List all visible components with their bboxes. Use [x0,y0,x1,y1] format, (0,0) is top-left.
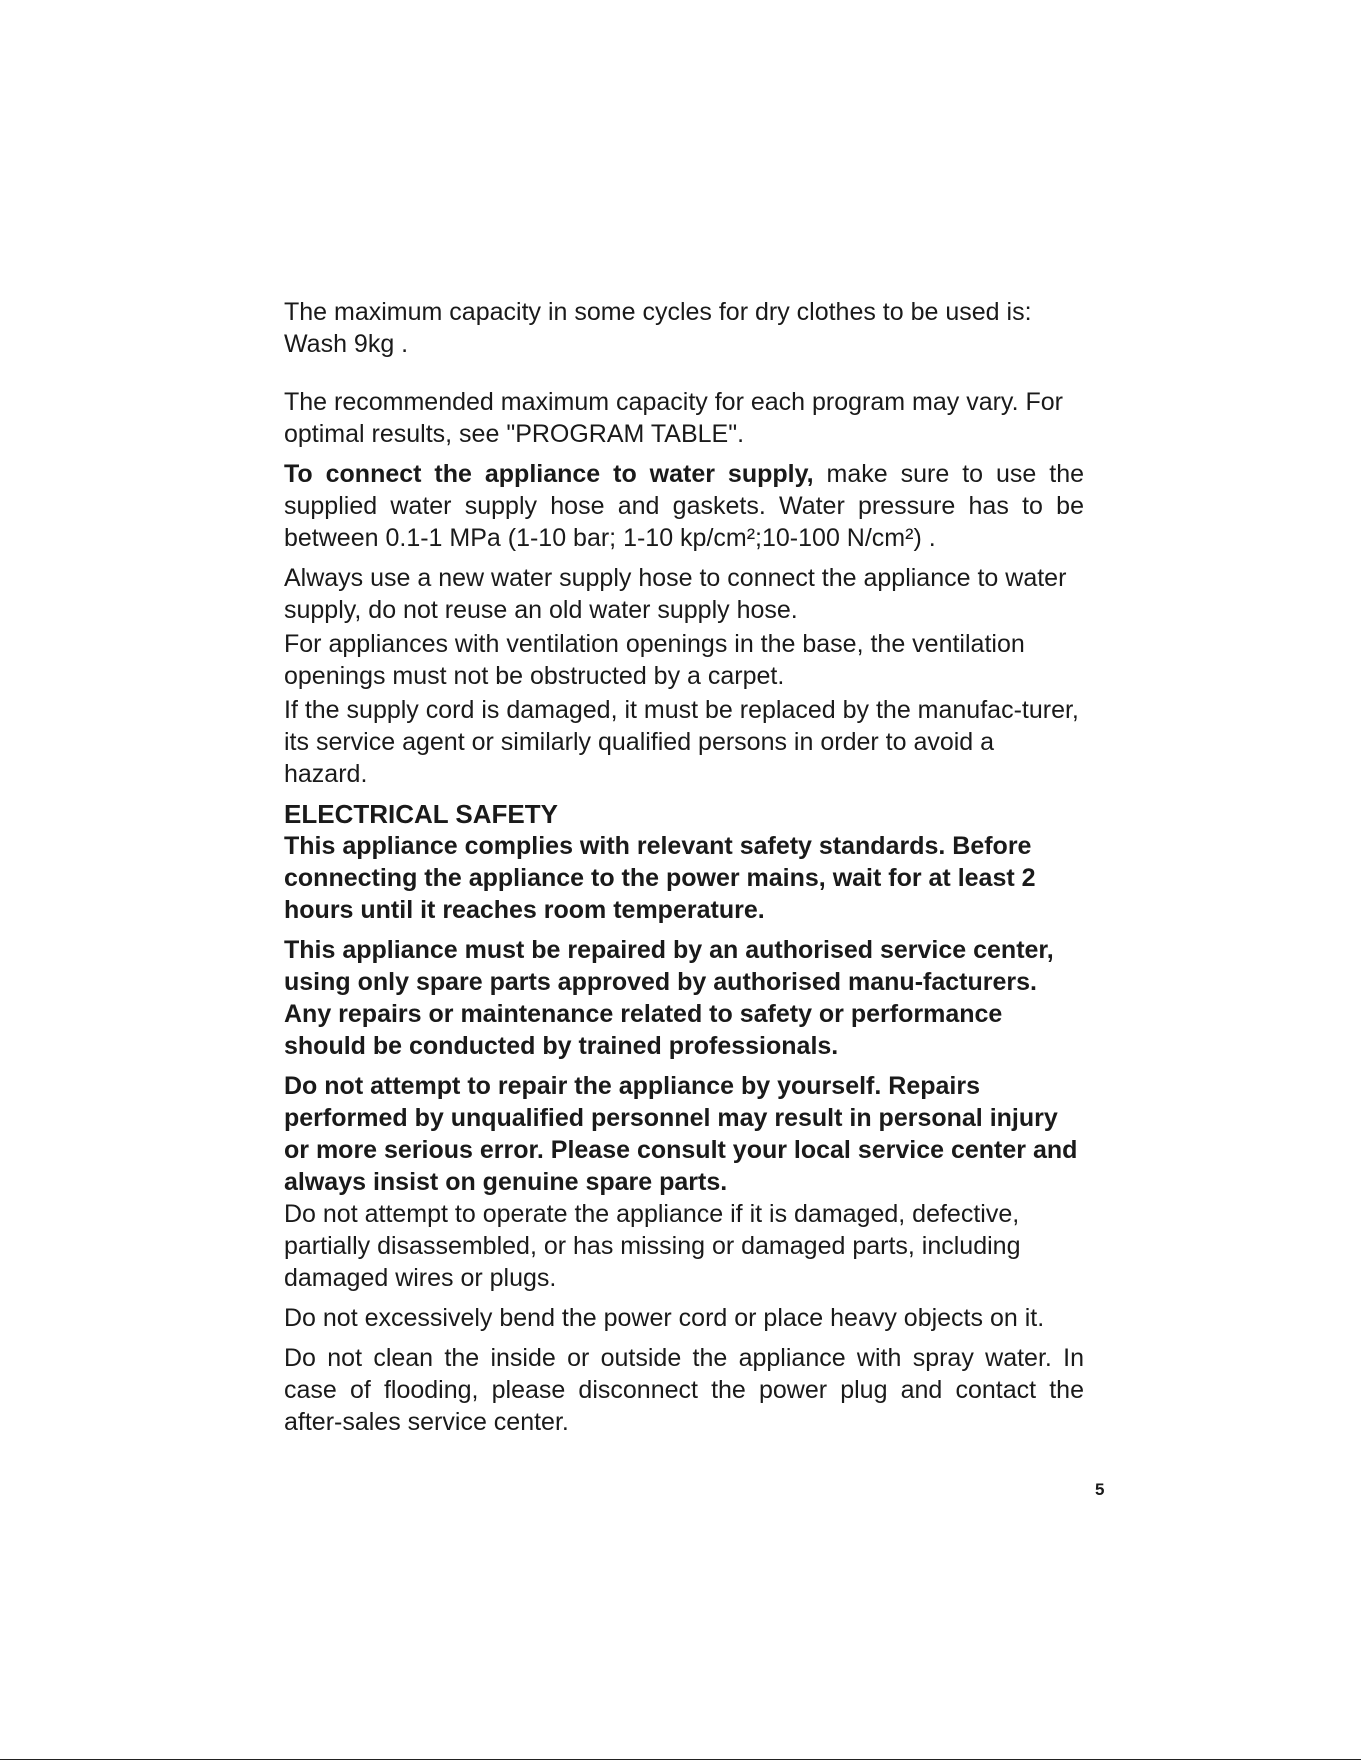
new-hose-paragraph: Always use a new water supply hose to connect the appliance to water supply, do not reuse an old water supply hose. [284,564,1067,624]
power-cord-paragraph: Do not excessively bend the power cord or place heavy objects on it. [284,1304,1045,1332]
damaged-appliance-paragraph: Do not attempt to operate the appliance if it is damaged, defective, partially disassembled, or has missing or damaged parts, including damaged wires or plugs. [284,1200,1021,1292]
page-number: 5 [1095,1480,1105,1499]
safety-standards-paragraph: This appliance complies with relevant safety standards. Before connecting the appliance to the power mains, wait for at least 2 hours until it reaches room temperature. [284,832,1036,924]
electrical-safety-heading: ELECTRICAL SAFETY [284,799,558,829]
authorised-repair-paragraph: This appliance must be repaired by an authorised service center, using only spare parts approved by authorised manu-facturers. Any repairs or maintenance related to safety or performance should be conducted by trained professionals. [284,936,1054,1060]
recommended-capacity-paragraph: The recommended maximum capacity for each program may vary. For optimal results, see "PROGRAM TABLE". [284,388,1063,448]
bottom-border [0,1759,1361,1760]
supply-cord-paragraph: If the supply cord is damaged, it must be replaced by the manufac-turer, its service agent or similarly qualified persons in order to avoid a hazard. [284,696,1079,788]
manual-page [284,296,1084,1438]
spray-water-paragraph: Do not clean the inside or outside the appliance with spray water. In case of flooding, please disconnect the power plug and contact the after-sales service center. [284,1344,1084,1436]
no-self-repair-paragraph: Do not attempt to repair the appliance by yourself. Repairs performed by unqualified personnel may result in personal injury or more serious error. Please consult your local service center and always insist on genuine spare parts. [284,1072,1078,1196]
ventilation-paragraph: For appliances with ventilation openings in the base, the ventilation openings must not be obstructed by a carpet. [284,630,1025,690]
water-supply-text: make sure to use the supplied water supply hose and gaskets. Water pressure has to be between 0.1-1 MPa (1-10 bar; 1-10 kp/cm²;10-100 N/cm²) . [284,460,1084,552]
capacity-paragraph: The maximum capacity in some cycles for dry clothes to be used is: Wash 9kg . [284,298,1032,358]
water-supply-paragraph [284,458,1084,554]
water-supply-lead: To connect the appliance to water supply, [284,460,814,488]
